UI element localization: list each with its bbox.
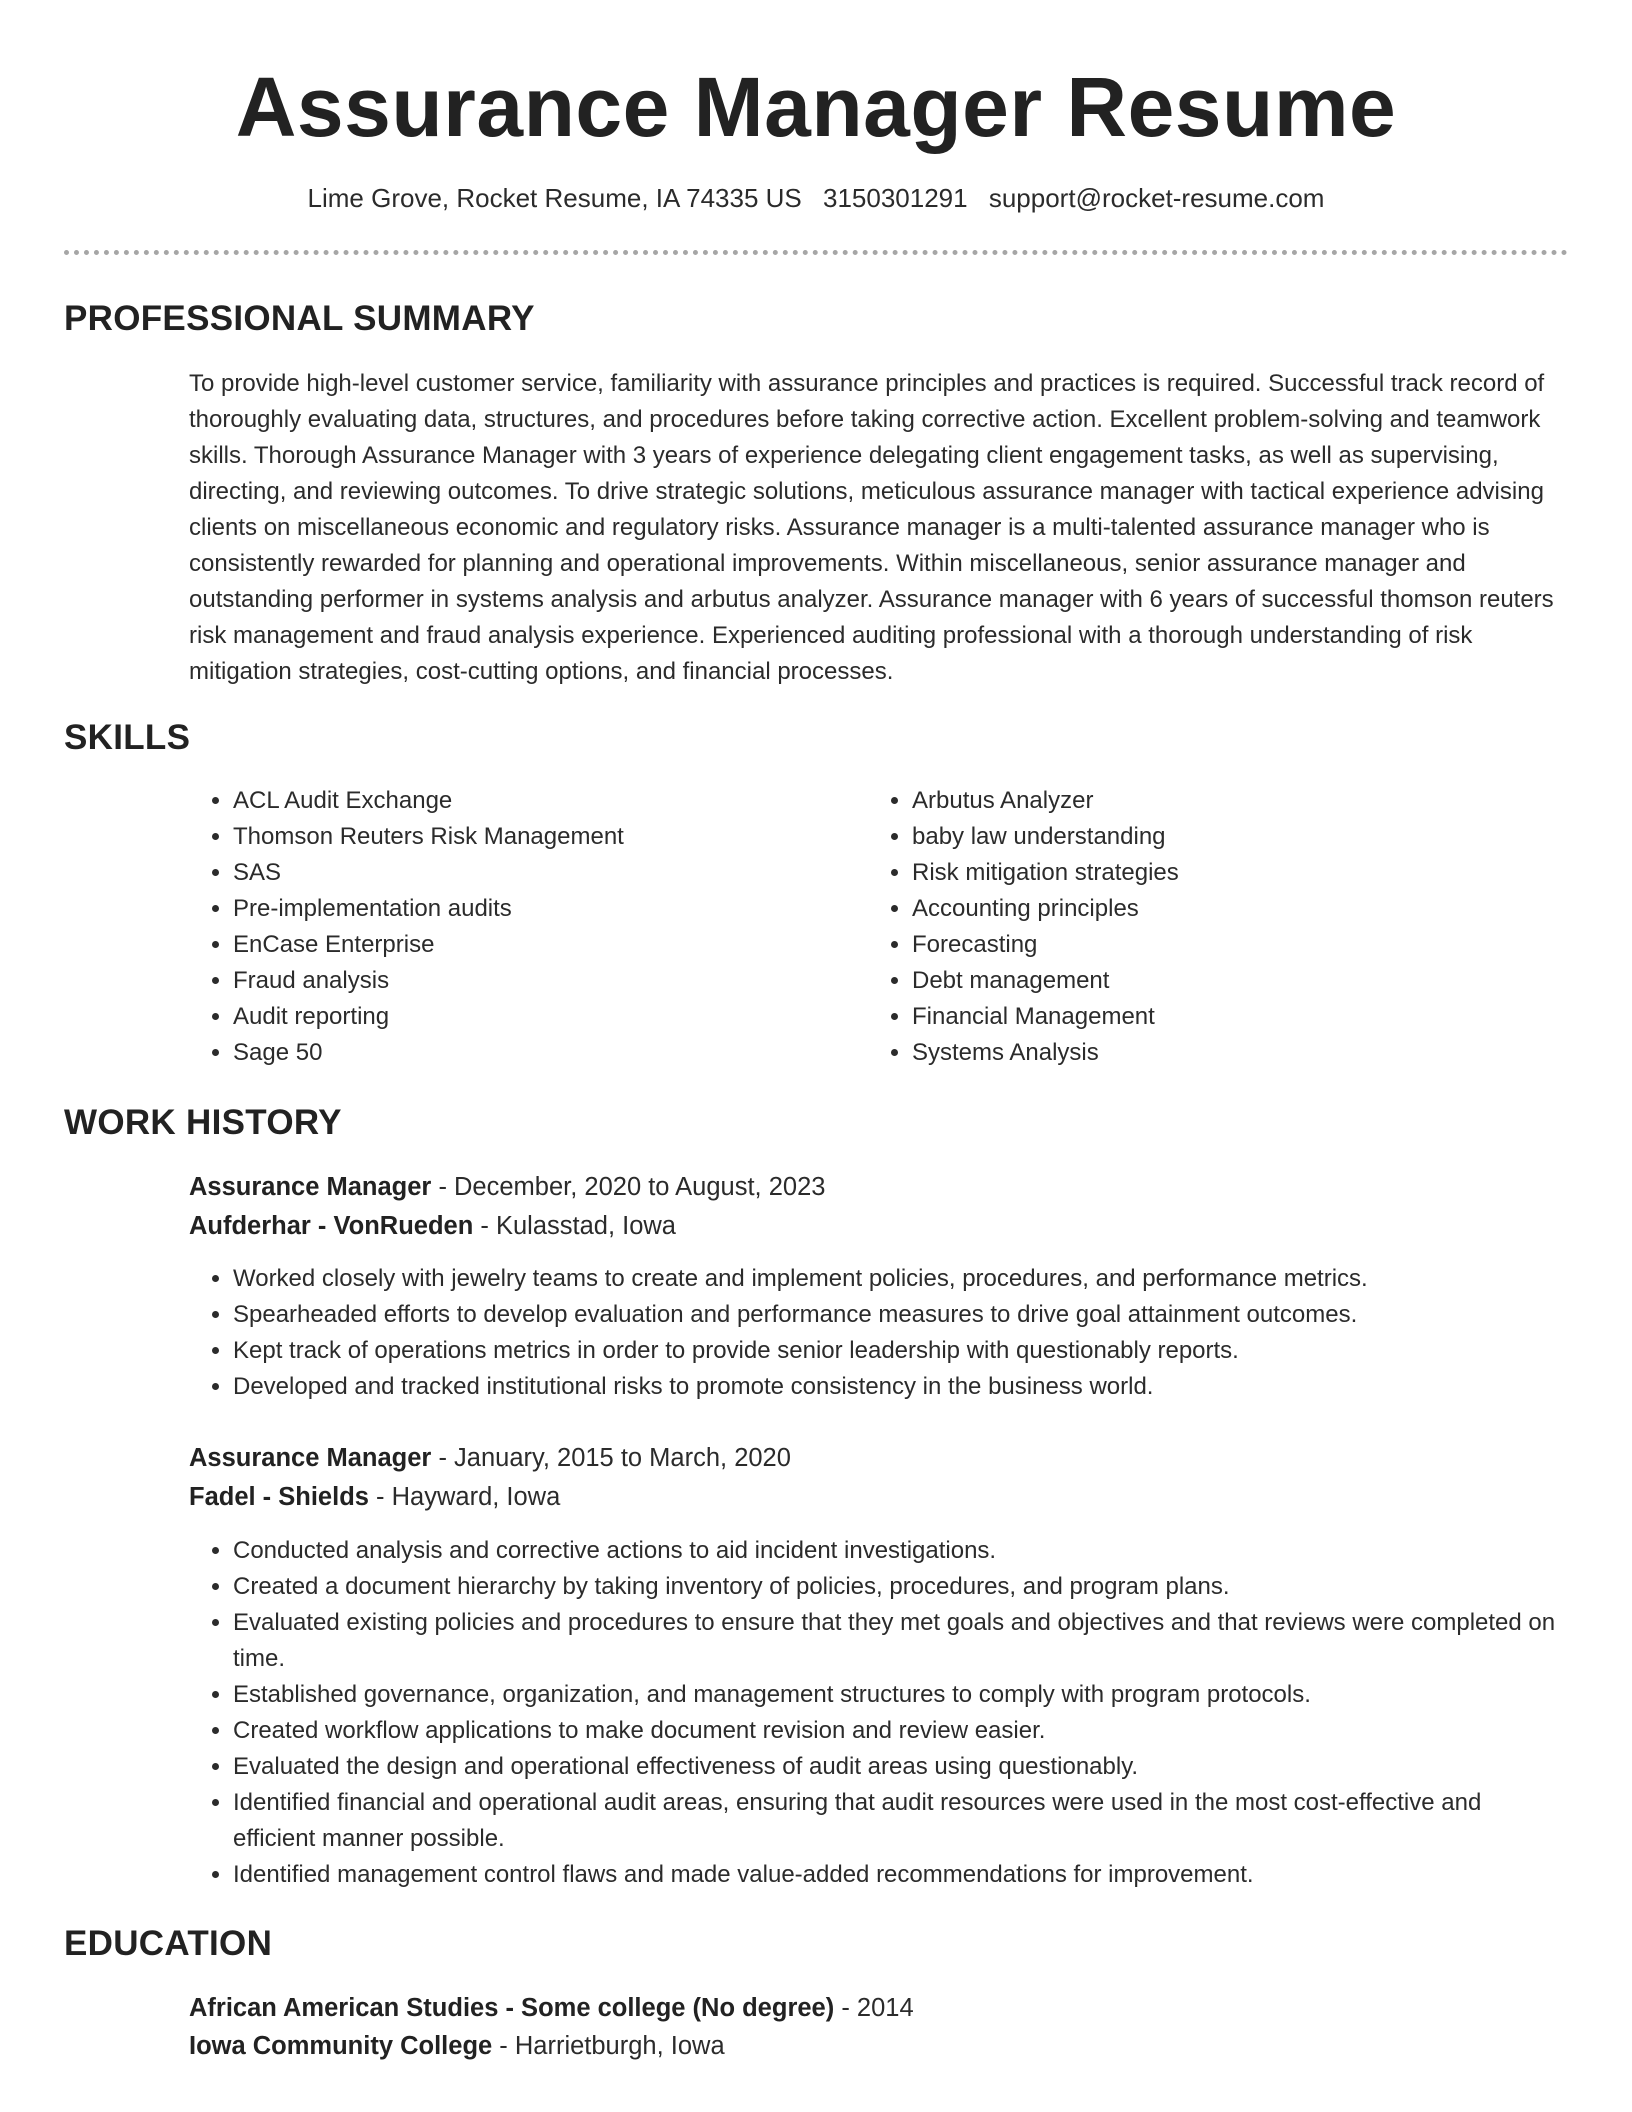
education-year: - 2014 [834,1994,914,2022]
skill-item: • SAS [233,855,809,891]
skill-item: • Forecasting [912,927,1488,963]
header-divider [64,250,1568,255]
job-title-line [189,1439,1559,1477]
skills-heading: SKILLS [64,718,191,757]
contact-address: Lime Grove, Rocket Resume, IA 74335 US [307,183,802,213]
summary-text: To provide high-level customer service, familiarity with assurance principles and practices is required. Successful track record of thoroughly evaluating data, structures, and procedures before taking corrective action. Excellent problem-solving and teamwork skills. Thorough Assurance Manager with 3 years of experience delegating client engagement tasks, as well as supervising, directing, and reviewing outcomes. To drive strategic solutions, meticulous assurance manager with tactical experience advising clients on miscellaneous economic and regulatory risks. Assurance manager is a multi-talented assurance manager who is consistently rewarded for planning and operational improvements. Within miscellaneous, senior assurance manager and outstanding performer in systems analysis and arbutus analyzer. Assurance manager with 6 years of successful thomson reuters risk management and fraud analysis experience. Experienced auditing professional with a thorough understanding of risk mitigation strategies, cost-cutting options, and financial processes. [189,370,1554,685]
education-heading: EDUCATION [64,1924,273,1963]
job-duty: • Developed and tracked institutional risks to promote consistency in the business world. [233,1369,1559,1405]
skill-item: • Pre-implementation audits [233,891,809,927]
skill-item: • baby law understanding [912,819,1488,855]
job-duty: • Worked closely with jewelry teams to create and implement policies, procedures, and performance metrics. [233,1261,1559,1297]
job-dates: - December, 2020 to August, 2023 [431,1173,826,1201]
job-duty: • Kept track of operations metrics in order to provide senior leadership with questionably reports. [233,1333,1559,1369]
job-duties-list [189,1533,1559,1893]
job-company: Aufderhar - VonRueden [189,1212,474,1240]
skills-list-left [189,783,809,1071]
skill-item: • Risk mitigation strategies [912,855,1488,891]
skills-column-left [189,783,809,1071]
education-school: Iowa Community College [189,2032,493,2060]
skill-item: • Thomson Reuters Risk Management [233,819,809,855]
skill-item: • Sage 50 [233,1035,809,1071]
education-degree-line [189,1989,1559,2027]
job-duty: • Established governance, organization, and management structures to comply with program protocols. [233,1677,1559,1713]
resume-title: Assurance Manager Resume [235,60,1397,154]
job-duty: • Identified management control flaws and made value-added recommendations for improvement. [233,1857,1559,1893]
job-duty: • Identified financial and operational audit areas, ensuring that audit resources were used in the most cost-effective and efficient manner possible. [233,1785,1559,1857]
job-duty: • Conducted analysis and corrective actions to aid incident investigations. [233,1533,1559,1569]
job-duty: • Evaluated existing policies and procedures to ensure that they met goals and objectives and that reviews were completed on time. [233,1605,1559,1677]
job-duties [189,1261,1559,1405]
contact-phone: 3150301291 [823,183,968,213]
education-degree: African American Studies - Some college (No degree) [189,1994,835,2022]
skill-item: • Audit reporting [233,999,809,1035]
job-duty: • Evaluated the design and operational effectiveness of audit areas using questionably. [233,1749,1559,1785]
job-company: Fadel - Shields [189,1483,369,1511]
job-title-line [189,1168,1559,1206]
job-duties-list [189,1261,1559,1405]
job-dates: - January, 2015 to March, 2020 [431,1444,791,1472]
job-duty: • Created a document hierarchy by taking inventory of policies, procedures, and program plans. [233,1569,1559,1605]
skill-item: • Arbutus Analyzer [912,783,1488,819]
skill-item: • Accounting principles [912,891,1488,927]
skills-column-right [868,783,1488,1071]
job-title: Assurance Manager [189,1444,432,1472]
skills-list-right [868,783,1488,1071]
skill-item: • Fraud analysis [233,963,809,999]
job-title: Assurance Manager [189,1173,432,1201]
job-company-line [189,1207,1559,1245]
skill-item: • Financial Management [912,999,1488,1035]
summary-heading: PROFESSIONAL SUMMARY [64,299,535,338]
education-location: - Harrietburgh, Iowa [492,2032,725,2060]
skill-item: • ACL Audit Exchange [233,783,809,819]
work-history-heading: WORK HISTORY [64,1103,342,1142]
skill-item: • Systems Analysis [912,1035,1488,1071]
skill-item: • EnCase Enterprise [233,927,809,963]
job-company-line [189,1478,1559,1516]
contact-line [0,178,1632,218]
job-duties [189,1533,1559,1893]
skill-item: • Debt management [912,963,1488,999]
contact-email[interactable]: support@rocket-resume.com [988,183,1325,213]
job-duty: • Created workflow applications to make document revision and review easier. [233,1713,1559,1749]
job-location: - Hayward, Iowa [368,1483,561,1511]
job-location: - Kulasstad, Iowa [473,1212,676,1240]
job-duty: • Spearheaded efforts to develop evaluation and performance measures to drive goal attainment outcomes. [233,1297,1559,1333]
education-school-line [189,2027,1559,2065]
